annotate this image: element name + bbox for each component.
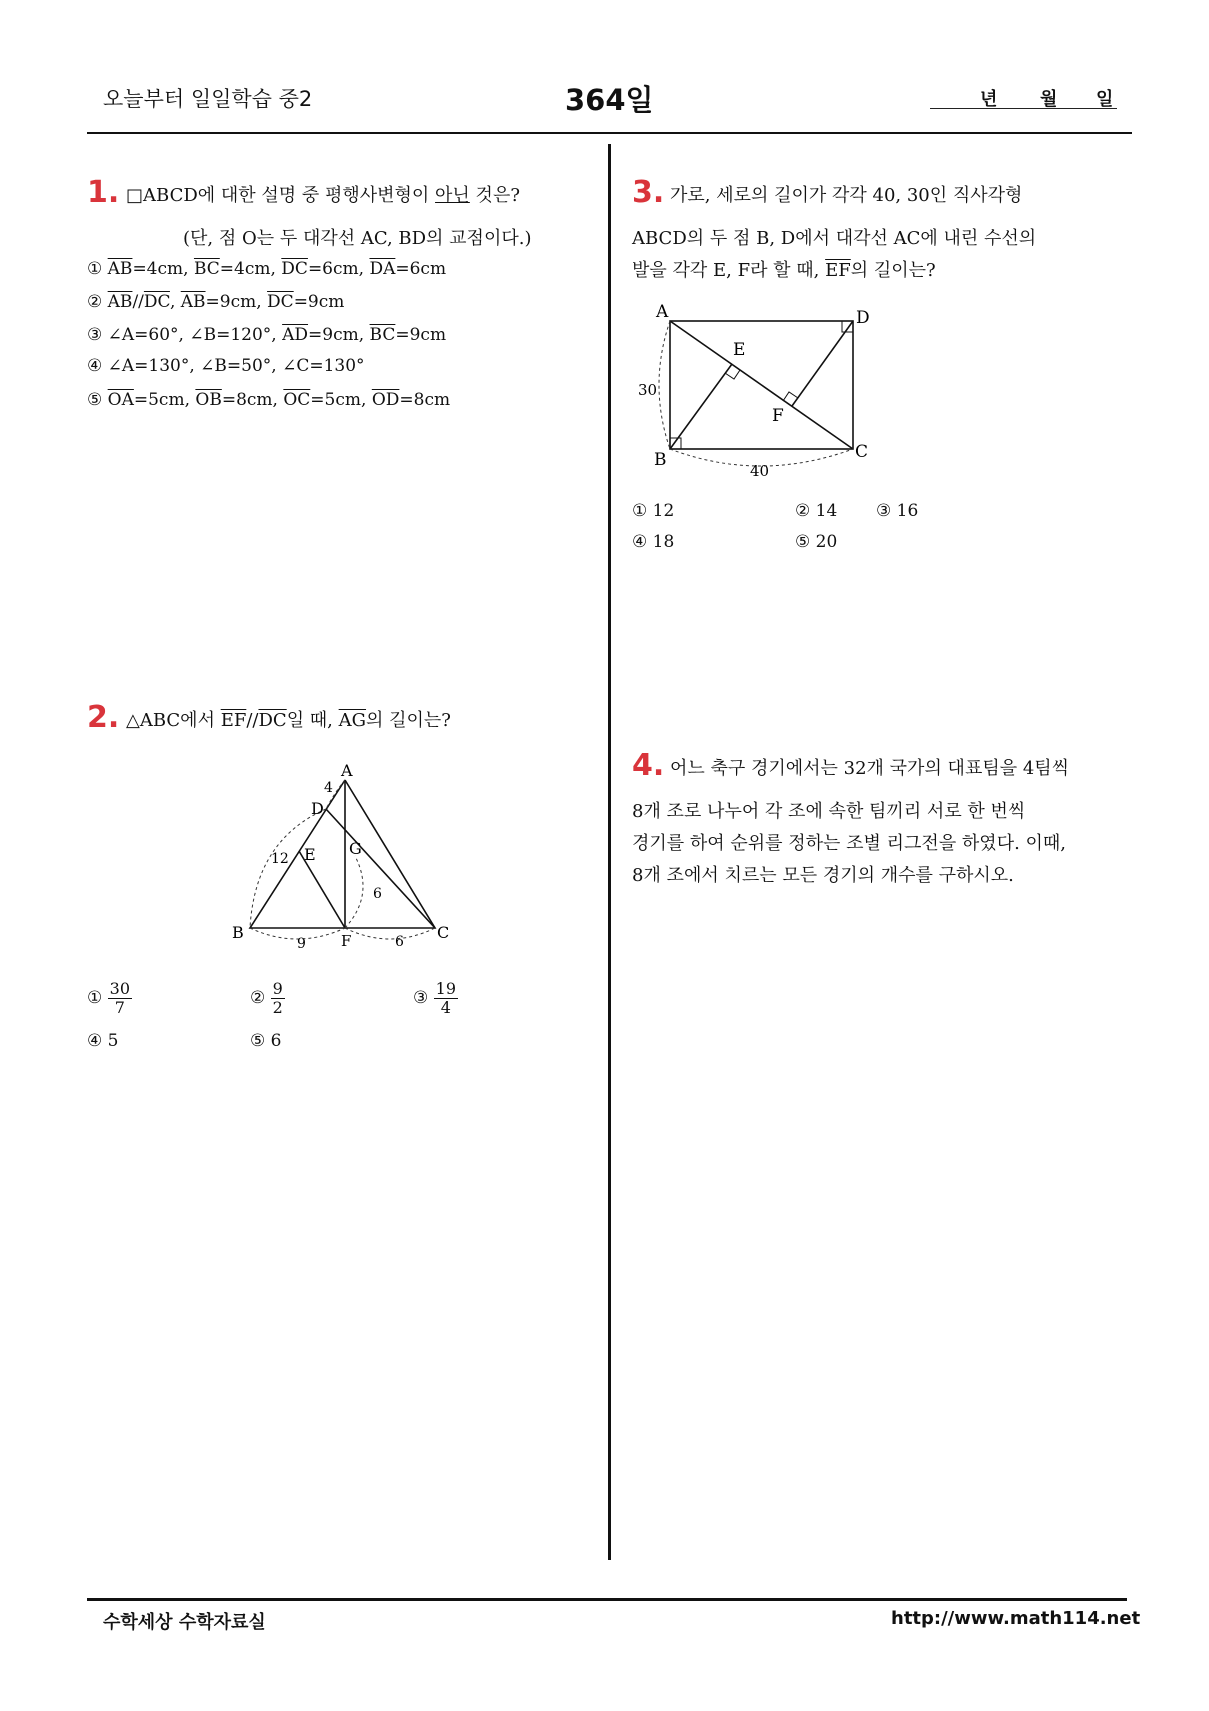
- option-text: ∠A=60°, ∠B=120°,: [107, 325, 283, 345]
- length-label-bd: 12: [271, 851, 289, 867]
- denominator: 4: [440, 998, 451, 1017]
- option-mark: ④: [87, 1031, 103, 1051]
- question-number: 3.: [632, 175, 665, 210]
- segment-label: $\overline{AG}$: [338, 710, 367, 731]
- footer-divider: [87, 1598, 1127, 1601]
- length-label-fg: 6: [373, 886, 382, 902]
- segment-label: $\overline{DC}$: [267, 292, 294, 312]
- numerator: 19: [435, 979, 457, 998]
- length-label-bc: 40: [750, 462, 770, 480]
- option-5[interactable]: [795, 532, 837, 552]
- option-text: =9cm,: [308, 325, 370, 345]
- stem-text: 의 길이는?: [850, 260, 936, 281]
- length-label-ad: 4: [324, 780, 333, 796]
- date-day-label: 일: [1096, 89, 1114, 110]
- numerator: 30: [109, 979, 131, 998]
- option-mark: ⑤: [250, 1031, 266, 1051]
- point-g-label: G: [349, 839, 362, 858]
- option-mark: ③: [876, 501, 892, 521]
- numerator: 9: [272, 979, 283, 998]
- segment-label: $\overline{AB}$: [107, 292, 133, 312]
- arc-fg: [345, 856, 363, 928]
- denominator: 7: [114, 998, 125, 1017]
- point-d-label: D: [311, 799, 324, 818]
- option-text: =6cm: [395, 259, 447, 279]
- segment-label: $\overline{BC}$: [369, 325, 396, 345]
- option-text: 20: [815, 532, 838, 552]
- option-mark: ①: [87, 259, 103, 279]
- header-left-title: 오늘부터 일일학습 중2: [103, 87, 313, 111]
- question-1: [87, 175, 119, 210]
- segment-label: $\overline{OB}$: [195, 390, 222, 410]
- option-2[interactable]: [795, 501, 837, 521]
- option-text: 12: [652, 501, 675, 521]
- arc-fc: [345, 928, 435, 939]
- question-number: 4.: [632, 748, 665, 783]
- question-3-stem-line-2: ABCD의 두 점 B, D에서 대각선 AC에 내린 수선의: [632, 228, 1037, 249]
- question-2-stem: [126, 706, 451, 732]
- segment-label: $\overline{DC}$: [143, 292, 170, 312]
- option-text: =8cm: [399, 390, 451, 410]
- point-f-label: F: [772, 406, 784, 426]
- stem-text: 의 길이는?: [366, 710, 451, 731]
- triangle-figure: [225, 760, 465, 960]
- option-mark: ⑤: [87, 390, 103, 410]
- option-text: =9cm,: [205, 292, 268, 312]
- segment-dc: [326, 809, 435, 928]
- segment-label: $\overline{EF}$: [825, 260, 851, 281]
- option-mark: ④: [87, 356, 103, 376]
- header-divider: [87, 132, 1132, 134]
- question-number: 2.: [87, 700, 120, 735]
- question-3: [632, 175, 664, 210]
- stem-text: □ABCD에 대한 설명 중 평행사변형이: [126, 185, 436, 206]
- option-2[interactable]: [87, 292, 344, 312]
- point-a-label: A: [341, 761, 353, 780]
- option-text: =9cm: [293, 292, 345, 312]
- segment-label: $\overline{DC}$: [258, 710, 287, 731]
- column-divider: [608, 144, 611, 1560]
- option-mark: ②: [250, 988, 266, 1008]
- option-text: 5: [107, 1031, 119, 1051]
- segment-label: $\overline{DC}$: [281, 259, 308, 279]
- option-mark: ⑤: [795, 532, 811, 552]
- segment-label: $\overline{OD}$: [371, 390, 400, 410]
- option-3[interactable]: [876, 501, 918, 521]
- option-text: =4cm,: [132, 259, 194, 279]
- option-mark: ①: [632, 501, 648, 521]
- perpendicular-be: [670, 364, 732, 449]
- option-mark: ③: [413, 988, 429, 1008]
- option-4[interactable]: [632, 532, 674, 552]
- question-2: [87, 700, 119, 735]
- option-mark: ①: [87, 988, 103, 1008]
- option-text: =5cm,: [133, 390, 196, 410]
- point-c-label: C: [855, 442, 869, 462]
- option-1[interactable]: [632, 501, 674, 521]
- segment-label: $\overline{OA}$: [107, 390, 134, 410]
- option-text: =6cm,: [307, 259, 370, 279]
- fraction: [271, 980, 285, 1017]
- point-f-label: F: [341, 932, 352, 950]
- rectangle-figure: [630, 295, 880, 485]
- fraction: [434, 980, 458, 1017]
- option-mark: ②: [795, 501, 811, 521]
- option-1[interactable]: [87, 980, 132, 1017]
- diagonal-ac: [670, 321, 853, 449]
- segment-label: $\overline{DA}$: [369, 259, 396, 279]
- question-1-note: (단, 점 O는 두 대각선 AC, BD의 교점이다.): [183, 228, 532, 249]
- option-text: =9cm: [395, 325, 447, 345]
- footer-link[interactable]: http://www.math114.net: [891, 1608, 1141, 1629]
- question-4-line-1: 어느 축구 경기에서는 32개 국가의 대표팀을 4팀씩: [670, 758, 1070, 779]
- segment-label: $\overline{EF}$: [220, 710, 247, 731]
- option-4[interactable]: [87, 1031, 118, 1051]
- question-3-stem-line-1: 가로, 세로의 길이가 각각 40, 30인 직사각형: [670, 185, 1023, 206]
- point-c-label: C: [437, 923, 450, 942]
- fraction: [108, 980, 132, 1017]
- option-2[interactable]: [250, 980, 285, 1017]
- length-label-fc: 6: [395, 934, 404, 950]
- point-d-label: D: [856, 308, 870, 328]
- option-text: ,: [169, 292, 181, 312]
- point-a-label: A: [656, 302, 669, 322]
- denominator: 2: [272, 998, 283, 1017]
- segment-label: $\overline{AB}$: [107, 259, 133, 279]
- stem-text: 것은?: [469, 185, 520, 206]
- option-5[interactable]: [87, 390, 450, 410]
- question-4-line-2: 8개 조로 나누어 각 조에 속한 팀끼리 서로 한 번씩: [632, 801, 1026, 822]
- page-title: 364일: [565, 83, 654, 117]
- question-4-line-4: 8개 조에서 치르는 모든 경기의 개수를 구하시오.: [632, 865, 1014, 886]
- date-month-label: 월: [1040, 89, 1058, 110]
- segment-label: $\overline{AB}$: [180, 292, 206, 312]
- option-text: 18: [652, 532, 675, 552]
- point-e-label: E: [733, 340, 746, 360]
- stem-text: 일 때,: [286, 710, 339, 731]
- option-text: =5cm,: [310, 390, 372, 410]
- point-b-label: B: [654, 450, 667, 470]
- option-1[interactable]: [87, 259, 446, 279]
- option-text: ∠A=130°, ∠B=50°, ∠C=130°: [107, 356, 365, 376]
- point-b-label: B: [232, 923, 244, 942]
- option-5[interactable]: [250, 1031, 281, 1051]
- option-mark: ④: [632, 532, 648, 552]
- stem-emphasis: 아닌: [435, 185, 470, 206]
- option-text: 16: [896, 501, 919, 521]
- option-text: 6: [270, 1031, 282, 1051]
- date-field: [930, 85, 1117, 109]
- question-3-stem-line-3: [632, 256, 936, 282]
- date-year-label: 년: [980, 89, 998, 110]
- arc-ab: [659, 321, 670, 449]
- segment-label: $\overline{OC}$: [283, 390, 311, 410]
- option-mark: ③: [87, 325, 103, 345]
- option-text: =8cm,: [221, 390, 284, 410]
- stem-text: //: [246, 710, 259, 731]
- question-number: 1.: [87, 175, 120, 210]
- option-text: 14: [815, 501, 838, 521]
- option-3[interactable]: [413, 980, 458, 1017]
- point-e-label: E: [304, 845, 316, 864]
- option-text: =4cm,: [219, 259, 282, 279]
- length-label-ab: 30: [638, 381, 658, 399]
- length-label-bf: 9: [297, 936, 306, 952]
- question-4: [632, 748, 664, 783]
- stem-text: 발을 각각 E, F라 할 때,: [632, 260, 826, 281]
- question-1-stem: [126, 181, 520, 207]
- footer-source: 수학세상 수학자료실: [103, 1612, 266, 1633]
- option-4[interactable]: [87, 356, 365, 376]
- option-mark: ②: [87, 292, 103, 312]
- option-3[interactable]: [87, 325, 446, 345]
- question-4-line-3: 경기를 하여 순위를 정하는 조별 리그전을 하였다. 이때,: [632, 833, 1067, 854]
- segment-label: $\overline{AD}$: [282, 325, 309, 345]
- stem-text: △ABC에서: [126, 710, 221, 731]
- option-text: //: [132, 292, 144, 312]
- segment-label: $\overline{BC}$: [193, 259, 220, 279]
- perpendicular-df: [792, 321, 853, 406]
